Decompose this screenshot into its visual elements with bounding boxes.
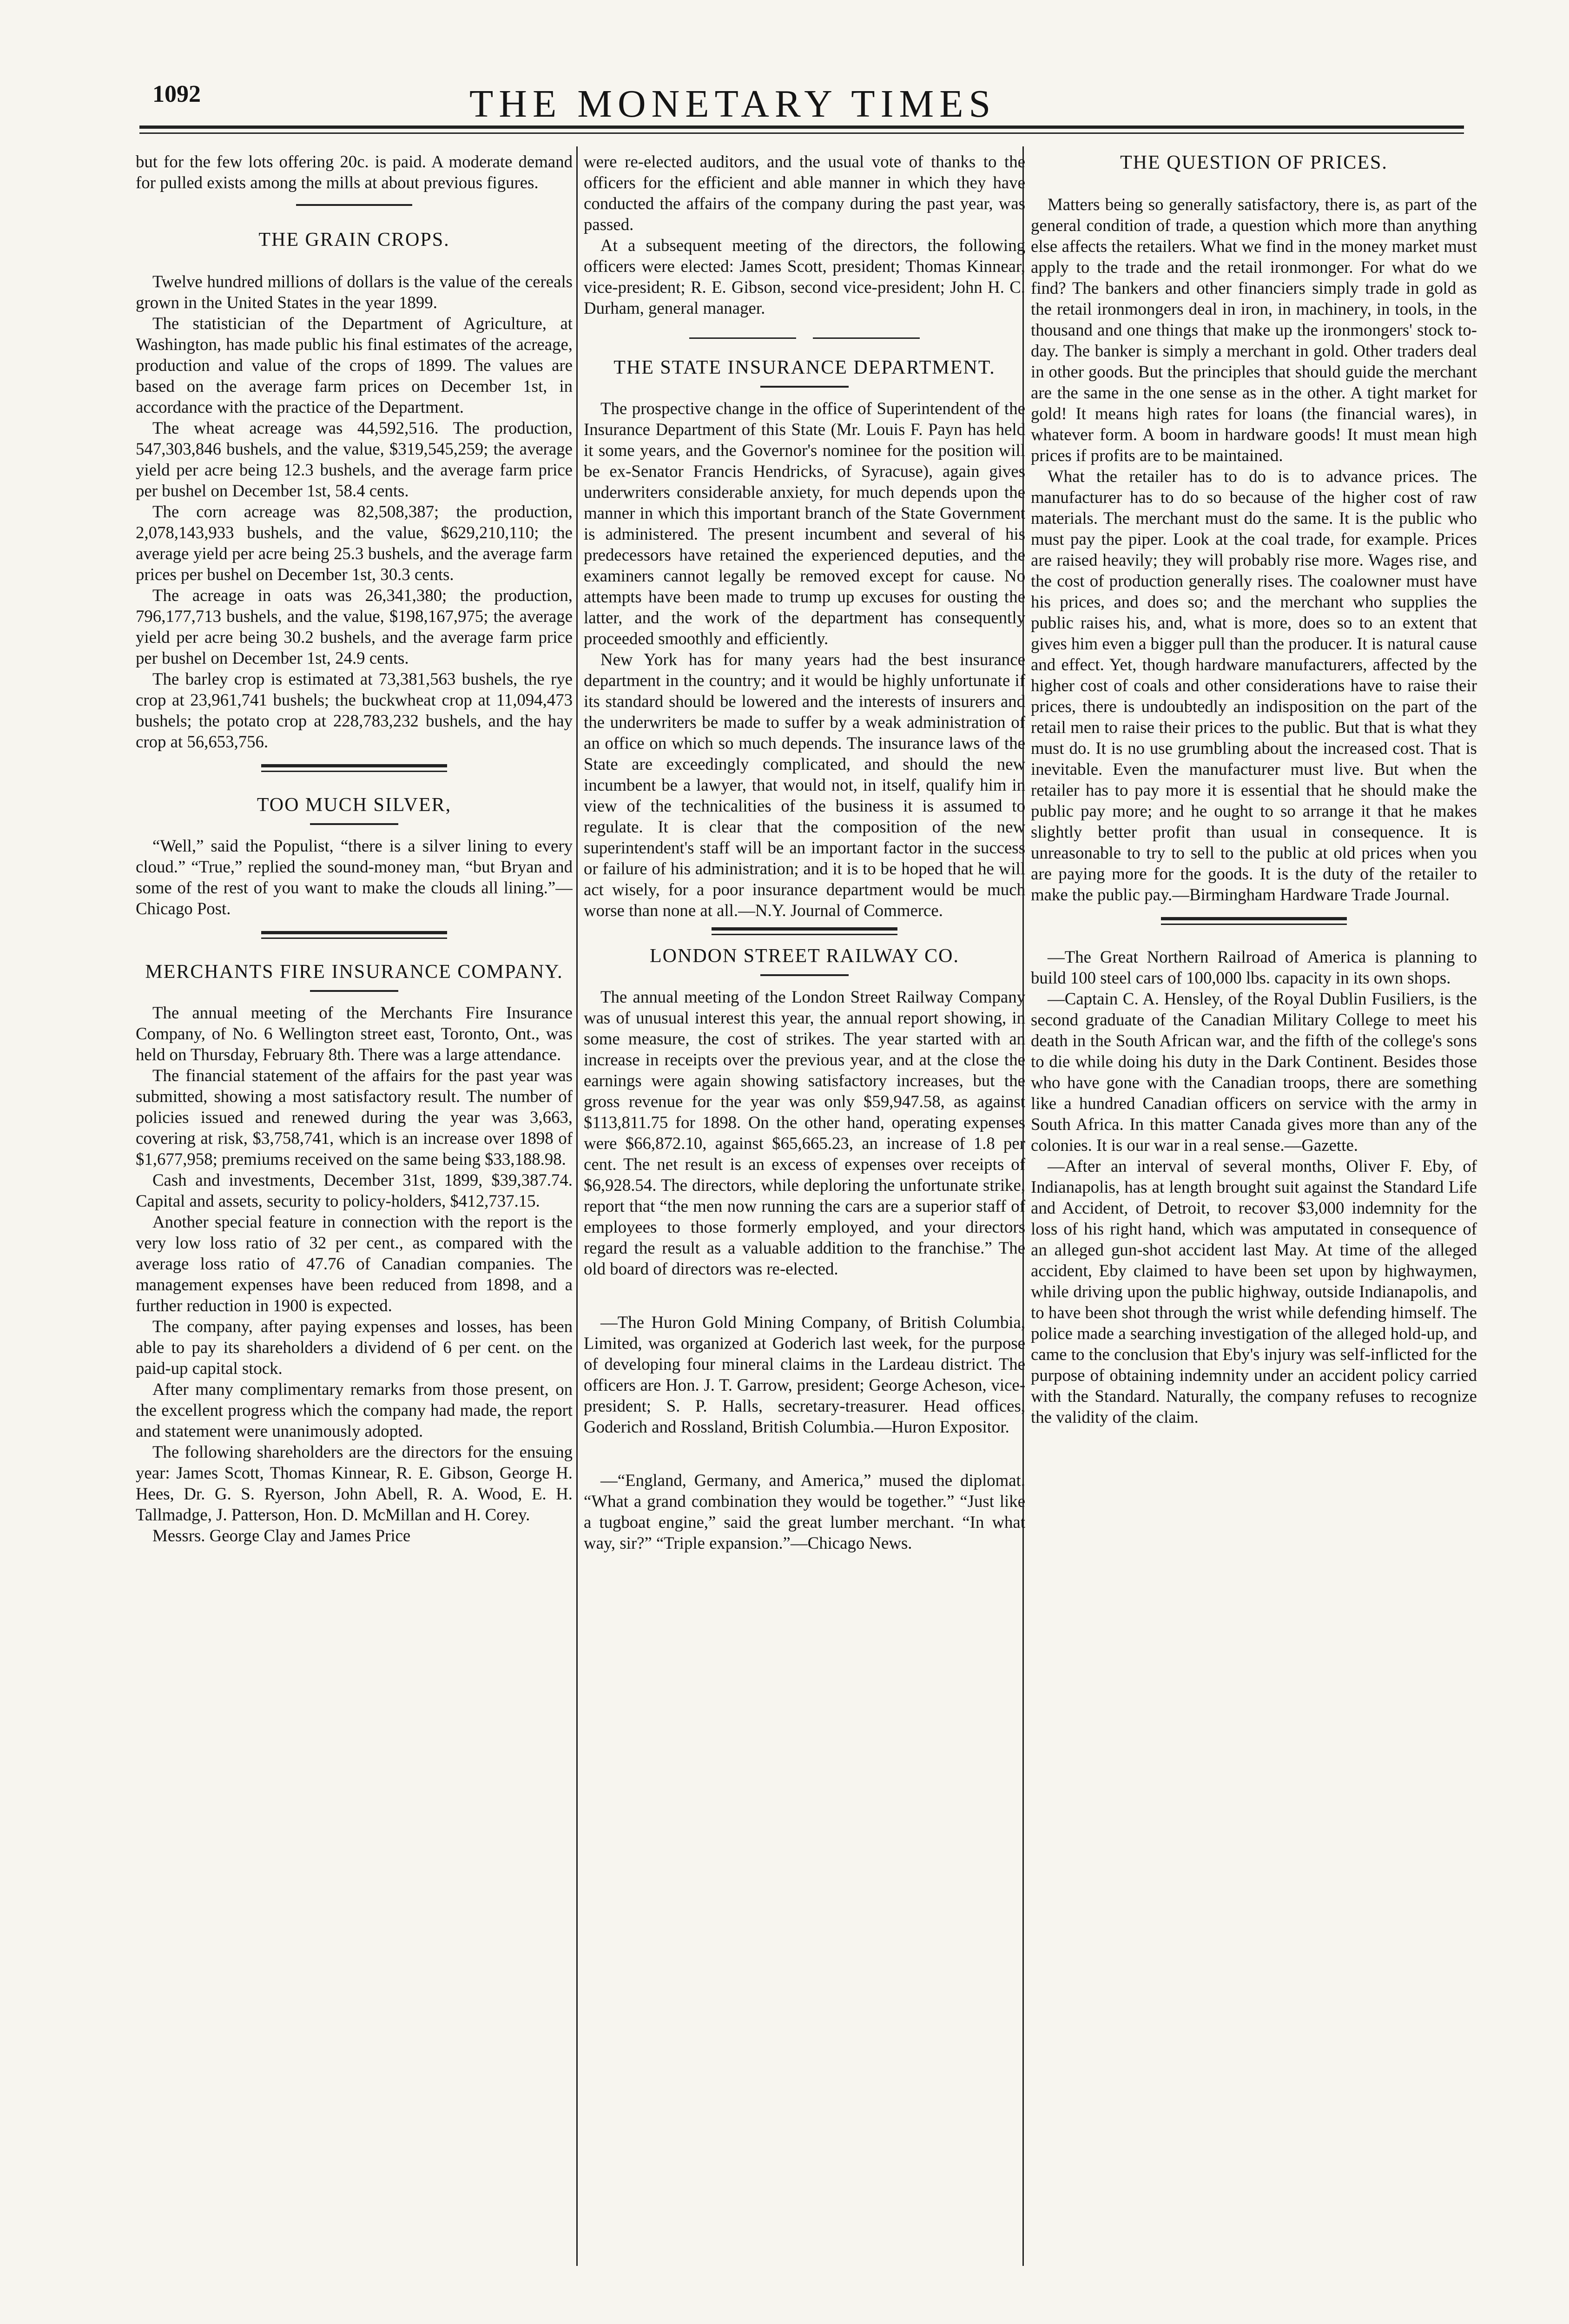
section-divider: [296, 204, 412, 206]
title-rule: [760, 386, 849, 388]
headline-state-insurance: THE STATE INSURANCE DEPARTMENT.: [613, 357, 995, 378]
paragraph: The annual meeting of the London Street Railway Company was of unusual interest this year, the annual report showing, in some measure, the cost of strikes. The year started with an increase in receipts over the previous year, and at the close the earnings were again showing satisfactory increases, but the gross revenue for the year was only $59,947.58, as against $113,811.75 for 1898. On the other hand, operating expenses were $66,872.10, against $65,665.23, an increase of 1.8 per cent. The net result is an excess of expenses over receipts of $6,928.54. The directors, while deploring the unfortunate strike, report that “the men now running the cars are a superior staff of employees to those formerly employed, and your directors regard the result as a valuable addition to the franchise.” The old board of directors was re-elected.: [584, 987, 1025, 1278]
section-divider: [584, 326, 1025, 347]
paragraph: At a subsequent meeting of the directors, the following officers were elected: James Scott, president; Thomas Kinnear, vice-president; R. E. Gibson, second vice-president; John H. C. Durham, general manager.: [584, 236, 1025, 317]
header-rule-top: [139, 125, 1464, 129]
section-divider: [712, 927, 897, 935]
paragraph: Another special feature in connection with the report is the very low loss ratio of 32 per cent., as compared with the average loss ratio of 47.76 of Canadian companies. The management expenses have been reduced from 1898, and a further reduction in 1900 is expected.: [136, 1212, 573, 1315]
paragraph: The barley crop is estimated at 73,381,563 bushels, the rye crop at 23,961,741 bushels; the buckwheat crop at 11,094,473 bushels; the potato crop at 228,783,232 bushels, and the hay crop at 56,653,756.: [136, 669, 573, 751]
journal-title: THE MONETARY TIMES: [469, 82, 996, 125]
paragraph: were re-elected auditors, and the usual vote of thanks to the officers for the efficient and able manner in which they have conducted the affairs of the company during the past year, was passed.: [584, 152, 1025, 234]
title-rule: [760, 974, 849, 976]
paragraph: What the retailer has to do is to advance prices. The manufacturer has to do so because of the higher cost of raw materials. The merchant must do the same. It is the public who must pay the piper. Look at the coal trade, for example. Prices are raised heavily; they will probably rise more. Wages rise, and the cost of production generally rises. The coalowner must have his prices, and does so; and the merchant who supplies the public raises his, and, what is more, does so to an extent that gives him even a bigger pull than the producer. It is natural cause and effect. Yet, though hardware manufacturers, affected by the higher cost of coals and other considerations have to raise their prices, there is undoubtedly an indisposition on the part of the retail men to raise their prices to the public. But that is what they must do. It is no use grumbling about the increased cost. That is inevitable. Even the manufacturer must live. But when the retailer has to pay more it is essential that he should make the public pay more; and he ought to so arrange it that he makes slightly better profit than usual in consequence. It is unreasonable to try to sell to the public at old prices when you are paying more for the goods. It is the duty of the retailer to make the public pay.—Birmingham Hardware Trade Journal.: [1031, 467, 1477, 904]
paragraph: —After an interval of several months, Oliver F. Eby, of Indianapolis, has at length brought suit against the Standard Life and Accident, of Detroit, to recover $3,000 indemnity for the loss of his right hand, which was amputated in consequence of an alleged gun-shot accident last May. At time of the alleged accident, Eby claimed to have been set upon by highwaymen, while driving upon the public highway, outside Indianapolis, and to have been shot through the wrist while defending himself. The police made a searching investigation of the alleged hold-up, and came to the conclusion that Eby's injury was self-inflicted for the purpose of obtaining indemnity under an accident policy carried with the Standard. Naturally, the company refuses to recognize the validity of the claim.: [1031, 1156, 1477, 1426]
paragraph: Twelve hundred millions of dollars is the value of the cereals grown in the United States in the year 1899.: [136, 272, 573, 312]
paragraph: The statistician of the Department of Agriculture, at Washington, has made public his final estimates of the acreage, production and value of the crops of 1899. The values are based on the average farm prices on December 1st, in accordance with the practice of the Department.: [136, 314, 573, 416]
page-number: 1092: [152, 81, 201, 107]
header-rule-bottom: [139, 132, 1464, 134]
paragraph: —Captain C. A. Hensley, of the Royal Dublin Fusiliers, is the second graduate of the Canadian Military College to meet his death in the South African war, and the fifth of the college's sons to die while doing his duty in the Dark Continent. Besides those who have gone with the Canadian troops, there are something like a hundred Canadian officers on service with the army in South Africa. In this matter Canada gives more than any of the colonies. It is our war in a real sense.—Gazette.: [1031, 989, 1477, 1155]
paragraph: —The Huron Gold Mining Company, of British Columbia, Limited, was organized at Goderich last week, for the purpose of developing four mineral claims in the Lardeau district. The officers are Hon. J. T. Garrow, president; George Acheson, vice-president; S. P. Halls, secretary-treasurer. Head offices, Goderich and Rossland, British Columbia.—Huron Expositor.: [584, 1313, 1025, 1436]
section-divider: [1161, 917, 1347, 925]
paragraph: The wheat acreage was 44,592,516. The production, 547,303,846 bushels, and the value, $319,545,259; the average yield per acre being 12.3 bushels, and the average farm price per bushel on December 1st, 58.4 cents.: [136, 418, 573, 500]
column-rule-1: [576, 146, 578, 2266]
headline-london-railway: LONDON STREET RAILWAY CO.: [650, 945, 959, 967]
paragraph: The prospective change in the office of Superintendent of the Insurance Department of this State (Mr. Louis F. Payn has held it some years, and the Governor's nominee for the position will be ex-Senator Francis Hendricks, of Syracuse), again gives underwriters considerable anxiety, for much depends upon the manner in which this important branch of the State Government is administered. The present incumbent and several of his predecessors have retained the experienced deputies, and the examiners cannot legally be removed except for cause. No attempts have been made to trump up excuses for ousting the latter, and the work of the department has consequently proceeded smoothly and efficiently.: [584, 399, 1025, 648]
column-1: [136, 151, 573, 2266]
column-3: [1031, 151, 1477, 2266]
paragraph: Matters being so generally satisfactory, there is, as part of the general condition of trade, a question which more than anything else affects the retailers. What we find in the money market must apply to the trade and the retail ironmonger. For what do we find? The bankers and other financiers simply trade in gold as the retail ironmongers deal in iron, in machinery, in tools, in the thousand and one things that make up the ironmongers' stock to-day. The banker is simply a merchant in gold. Other traders deal in other goods. But the principles that should guide the merchant are the same in the one sense as in the other. A tight market for gold! It means high rates for loans (the financial wares), in whatever form. A boom in hardware goods! It must mean high prices if profits are to be maintained.: [1031, 195, 1477, 465]
paragraph: The company, after paying expenses and losses, has been able to pay its shareholders a dividend of 6 per cent. on the paid-up capital stock.: [136, 1317, 573, 1378]
paragraph: Cash and investments, December 31st, 1899, $39,387.74. Capital and assets, security to policy-holders, $412,737.15.: [136, 1170, 573, 1210]
paragraph: New York has for many years had the best insurance department in the country; and it would be highly unfortunate if its standard should be lowered and the interests of insurers and the underwriters be made to suffer by a weak administration of an office on which so much depends. The insurance laws of the State are exceedingly complicated, and should the new incumbent be a lawyer, that would not, in itself, qualify him in view of the technicalities of the business it is assumed to regulate. It is clear that the composition of the new superintendent's staff will be an important factor in the success or failure of his administration; and it is to be hoped that he will act wisely, for a poor insurance department would be much worse than none at all.—N.Y. Journal of Commerce.: [584, 650, 1025, 920]
paragraph: Messrs. George Clay and James Price: [152, 1526, 411, 1545]
paragraph: The annual meeting of the Merchants Fire Insurance Company, of No. 6 Wellington street east, Toronto, Ont., was held on Thursday, February 8th. There was a large attendance.: [136, 1003, 573, 1064]
paragraph: The acreage in oats was 26,341,380; the production, 796,177,713 bushels, and the value, $198,167,975; the average yield per acre being 30.2 bushels, and the average farm price per bushel on December 1st, 24.9 cents.: [136, 586, 573, 667]
title-rule: [310, 823, 398, 825]
title-rule: [310, 990, 398, 992]
paragraph: “Well,” said the Populist, “there is a silver lining to every cloud.” “True,” replied the sound-money man, “but Bryan and some of the rest of you want to make the clouds all lining.”—Chicago Post.: [136, 836, 573, 918]
headline-merchants-fire: MERCHANTS FIRE INSURANCE COMPANY.: [145, 961, 563, 983]
paragraph: but for the few lots offering 20c. is paid. A moderate demand for pulled exists among the mills at about previous figures.: [136, 152, 573, 192]
section-divider: [261, 931, 447, 939]
headline-too-much-silver: TOO MUCH SILVER,: [257, 794, 452, 816]
headline-grain-crops: THE GRAIN CROPS.: [258, 229, 450, 251]
headline-question-of-prices: THE QUESTION OF PRICES.: [1120, 152, 1388, 173]
paragraph: The financial statement of the affairs for the past year was submitted, showing a most satisfactory result. The number of policies issued and renewed during the year was 3,663, covering at risk, $3,758,741, which is an increase over 1898 of $1,677,958; premiums received on the same being $33,188.98.: [136, 1066, 573, 1169]
paragraph: The corn acreage was 82,508,387; the production, 2,078,143,933 bushels, and the value, $629,210,110; the average yield per acre being 25.3 bushels, and the average farm prices per bushel on December 1st, 30.3 cents.: [136, 502, 573, 584]
paragraph: The following shareholders are the directors for the ensuing year: James Scott, Thomas Kinnear, R. E. Gibson, George H. Hees, Dr. G. S. Ryerson, John Abell, R. A. Wood, E. H. Tallmadge, J. Patterson, Hon. D. McMillan and H. Corey.: [136, 1442, 573, 1524]
column-2: [584, 151, 1025, 2266]
page-header: [139, 72, 1469, 132]
paragraph: —“England, Germany, and America,” mused the diplomat. “What a grand combination they would be together.” “Just like a tugboat engine,” said the great lumber merchant. “In what way, sir?” “Triple expansion.”—Chicago News.: [584, 1471, 1025, 1552]
section-divider: [261, 764, 447, 772]
paragraph: —The Great Northern Railroad of America is planning to build 100 steel cars of 100,000 lbs. capacity in its own shops.: [1031, 947, 1477, 987]
paragraph: After many complimentary remarks from those present, on the excellent progress which the company had made, the report and statement were unanimously adopted.: [136, 1380, 573, 1440]
